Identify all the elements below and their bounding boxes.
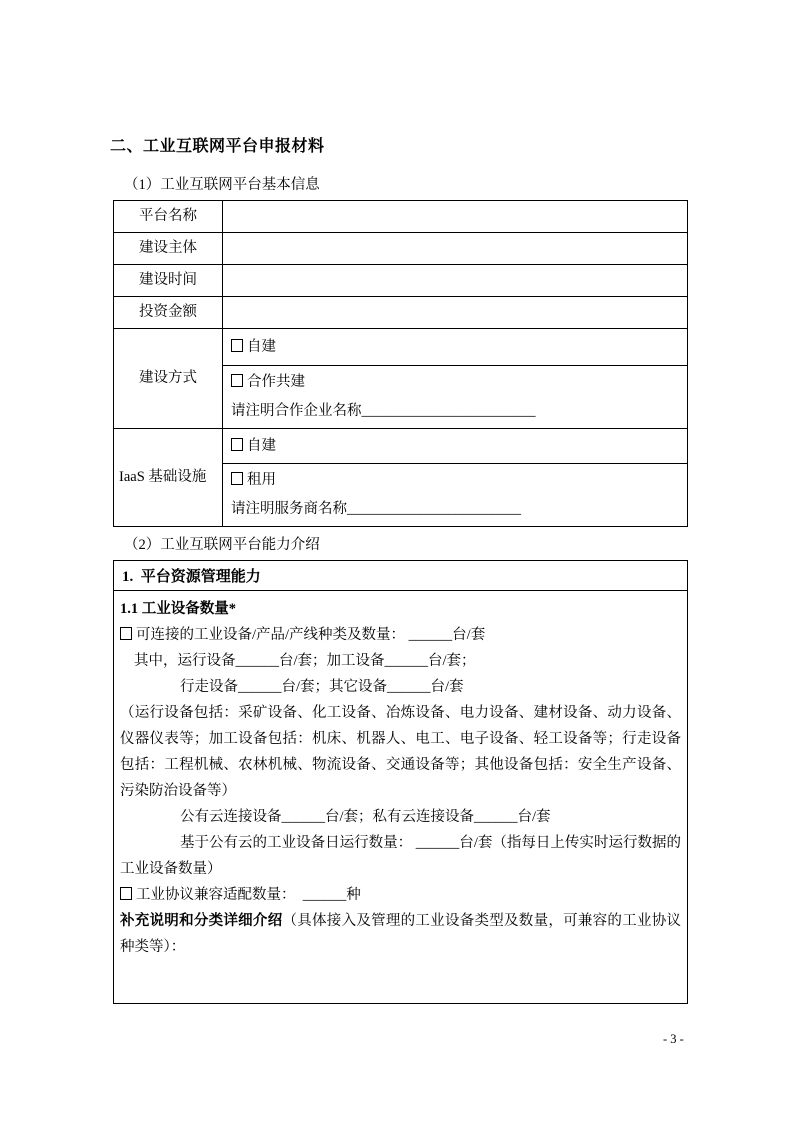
line-connect-devices[interactable] [120,622,681,648]
checkbox-icon[interactable] [120,627,132,640]
checkbox-icon[interactable] [120,887,132,900]
capability-subheader: 1.1 工业设备数量* [120,601,236,617]
table-row [114,429,688,464]
checkbox-icon[interactable] [231,374,243,387]
iaas-option-rent[interactable] [223,464,688,527]
table-row [114,329,688,366]
section1-heading: （1）工业互联网平台基本信息 [124,177,320,193]
page-number: - 3 - [663,1032,684,1046]
capability-header: 1. 平台资源管理能力 [114,561,688,591]
investment-field[interactable] [223,297,688,329]
platform-name-label: 平台名称 [114,201,223,233]
build-time-field[interactable] [223,265,688,297]
builder-label: 建设主体 [114,233,223,265]
option-label: 合作共建 [247,374,305,390]
basic-info-table [113,200,688,527]
platform-name-field[interactable] [223,201,688,233]
line-among[interactable]: 其中，运行设备______台/套；加工设备______台/套； [134,653,476,669]
checkbox-icon[interactable] [231,472,243,485]
checkbox-icon[interactable] [231,339,243,352]
line-text: 工业协议兼容适配数量： ______种 [136,887,361,903]
table-row [114,265,688,297]
build-mode-option-self[interactable] [223,329,688,366]
checkbox-icon[interactable] [231,438,243,451]
build-time-label: 建设时间 [114,265,223,297]
build-mode-option-joint[interactable] [223,366,688,429]
table-row [114,561,688,591]
investment-label: 投资金额 [114,297,223,329]
capability-table [113,560,688,1004]
iaas-label: IaaS 基础设施 [114,429,223,527]
table-row [114,297,688,329]
line-walking[interactable]: 行走设备______台/套；其它设备______台/套 [180,679,464,695]
line-public-cloud[interactable]: 公有云连接设备______台/套；私有云连接设备______台/套 [180,809,551,825]
line-device-definitions: （运行设备包括：采矿设备、化工设备、冶炼设备、电力设备、建材设备、动力设备、仪器仪表等；加工设备包括：机床、机器人、电工、电子设备、轻工设备等；行走设备包括：工程机械、农林机械、物流设备、交通设备等；其他设备包括：安全生产设备、污染防治设备等） [120,705,681,799]
table-row [114,233,688,265]
build-mode-label: 建设方式 [114,329,223,429]
option-label: 自建 [247,338,276,355]
option-label: 自建 [247,437,276,454]
line-daily-run[interactable]: 基于公有云的工业设备日运行数量： ______台/套（指每日上传实时运行数据的工业设备数量） [120,835,681,877]
line-protocol[interactable] [120,882,681,908]
option-label: 租用 [247,472,276,488]
iaas-option-self[interactable] [223,429,688,464]
page-title: 二、工业互联网平台申报材料 [110,138,325,155]
table-row [114,591,688,1004]
partner-name-blank[interactable]: 请注明合作企业名称________________________ [231,403,536,419]
line-text: 可连接的工业设备/产品/产线种类及数量： ______台/套 [136,627,486,643]
line-supplement[interactable] [120,908,681,960]
builder-field[interactable] [223,233,688,265]
table-row [114,201,688,233]
provider-name-blank[interactable]: 请注明服务商名称________________________ [231,501,521,517]
supplement-bold-label: 补充说明和分类详细介绍 [120,913,283,929]
capability-body-cell[interactable] [114,591,688,1004]
page-content [110,0,688,1004]
supplement-rest-text: （具体接入及管理的工业设备类型及数量，可兼容的工业协议种类等）： [120,913,682,955]
section2-heading: （2）工业互联网平台能力介绍 [124,537,320,553]
